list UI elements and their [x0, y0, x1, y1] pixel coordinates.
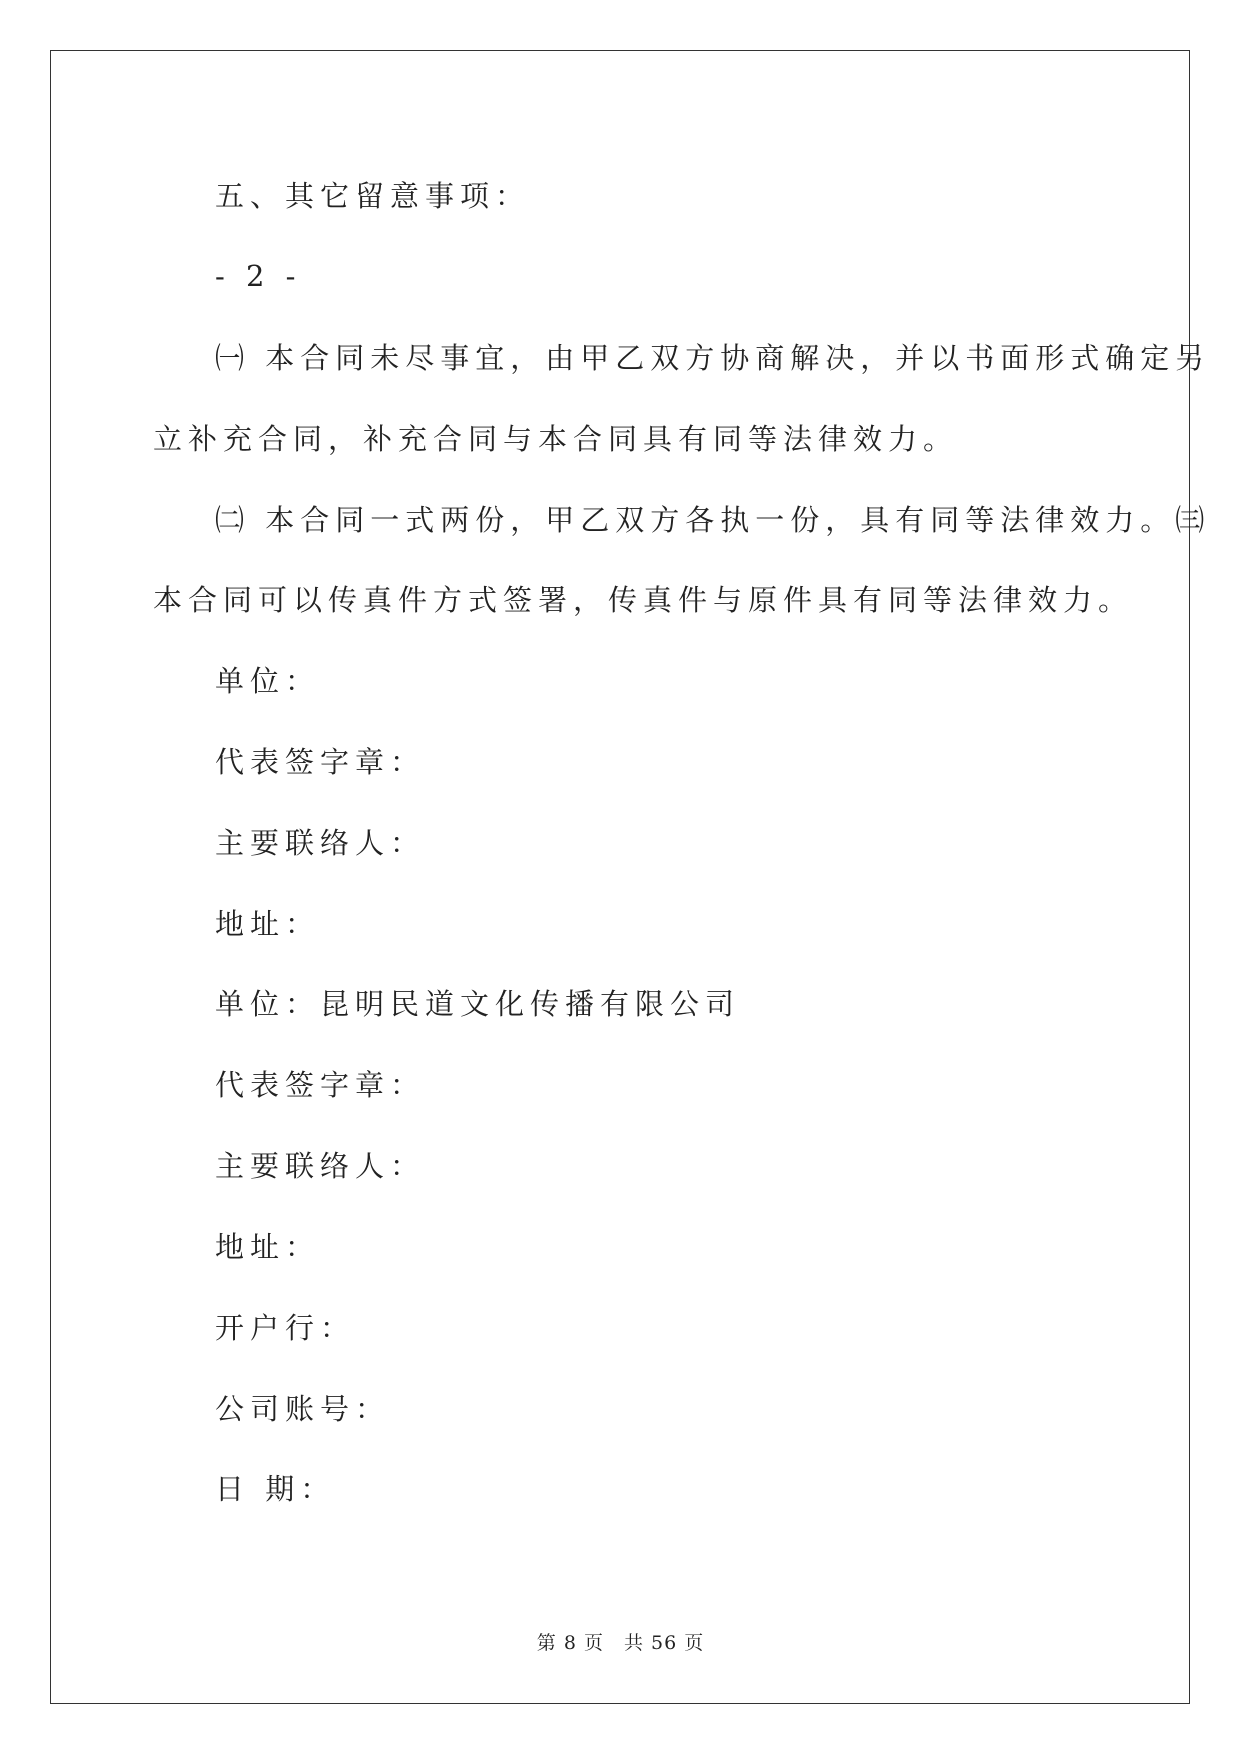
page-footer	[0, 1628, 1241, 1655]
clause-1-line-1: ㈠ 本合同未尽事宜，由甲乙双方协商解决，并以书面形式确定另	[215, 341, 1211, 375]
party-b-address: 地址：	[215, 1230, 321, 1264]
page-mark: - 2 -	[215, 259, 302, 293]
party-a-unit: 单位：	[215, 664, 321, 698]
section-heading: 五、其它留意事项：	[215, 179, 531, 213]
party-b-bank: 开户行：	[215, 1311, 356, 1345]
clause-2-line-1: ㈡ 本合同一式两份，甲乙双方各执一份，具有同等法律效力。㈢	[215, 503, 1211, 537]
clause-2-line-2: 本合同可以传真件方式签署，传真件与原件具有同等法律效力。	[153, 583, 1134, 617]
party-a-signature: 代表签字章：	[215, 745, 426, 779]
party-b-signature: 代表签字章：	[215, 1068, 426, 1102]
page-number: 第 8 页 共 56 页	[536, 1632, 705, 1654]
party-a-address: 地址：	[215, 907, 321, 941]
party-b-contact: 主要联络人：	[215, 1149, 426, 1183]
clause-1-line-2: 立补充合同，补充合同与本合同具有同等法律效力。	[153, 422, 959, 456]
party-a-contact: 主要联络人：	[215, 826, 426, 860]
party-b-date: 日 期：	[215, 1472, 336, 1506]
party-b-unit: 单位：昆明民道文化传播有限公司	[215, 987, 741, 1021]
page-border	[50, 50, 1190, 1704]
party-b-account: 公司账号：	[215, 1392, 391, 1426]
